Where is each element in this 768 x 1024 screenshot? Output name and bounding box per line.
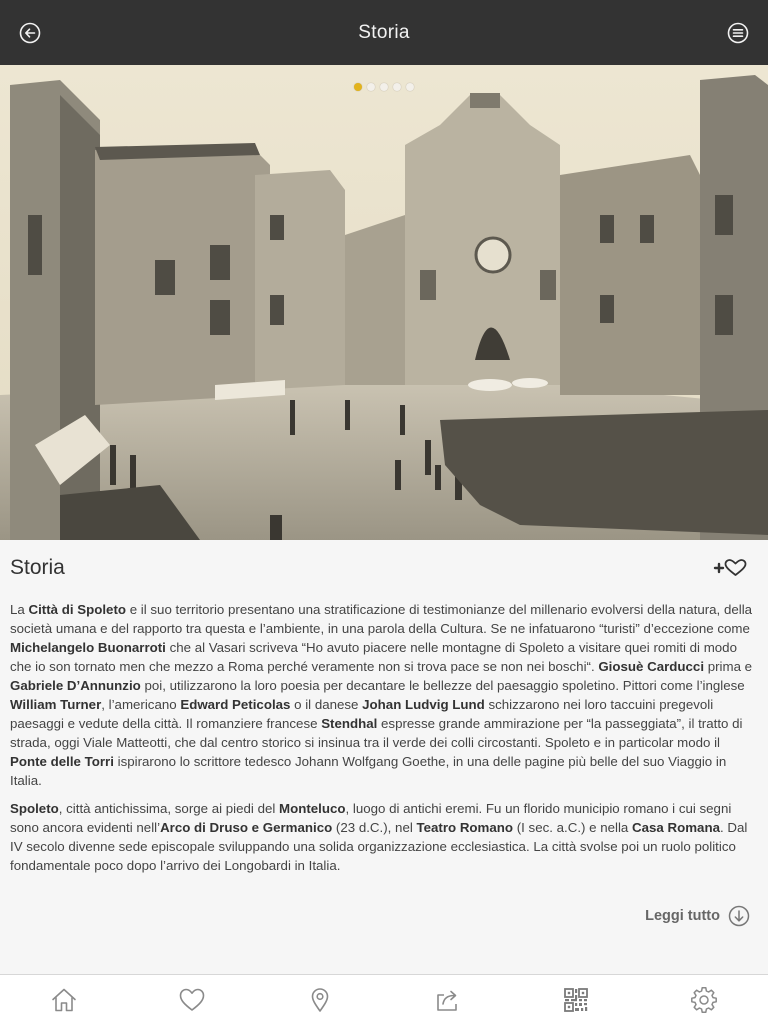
text-run: , luogo di antichi eremi. Fu un florido municipio romano i cui segni sono ancora evidenti nell’ (10, 801, 732, 835)
highlighted-term: Edward Peticolas (180, 697, 291, 712)
menu-icon (727, 22, 749, 44)
text-run: (I sec. a.C.) e nella (513, 820, 633, 835)
highlighted-term: Città di Spoleto (28, 602, 127, 617)
section-title: Storia (10, 556, 65, 579)
menu-button[interactable] (726, 21, 750, 45)
carousel-dot[interactable] (367, 83, 375, 91)
highlighted-term: Gabriele D’Annunzio (10, 678, 141, 693)
article-paragraph (10, 799, 760, 875)
highlighted-term: Johan Ludvig Lund (362, 697, 485, 712)
highlighted-term: Casa Romana (632, 820, 720, 835)
content-area (0, 540, 768, 974)
highlighted-term: Giosuè Carducci (598, 659, 705, 674)
highlighted-term: Ponte delle Torri (10, 754, 114, 769)
highlighted-term: Michelangelo Buonarroti (10, 640, 166, 655)
carousel-dots (0, 83, 768, 91)
carousel-dot[interactable] (406, 83, 414, 91)
text-run: poi, utilizzarono la loro poesia per decantare le bellezze del paesaggio spoletino. Pittori come l’inglese (140, 678, 745, 693)
bottom-tab-bar (0, 974, 768, 1024)
gear-icon (690, 986, 718, 1014)
highlighted-term: William Turner (10, 697, 102, 712)
carousel-dot[interactable] (393, 83, 401, 91)
read-all-label: Leggi tutto (645, 908, 720, 924)
tab-favorites[interactable] (128, 975, 256, 1024)
page-title: Storia (358, 21, 410, 43)
text-run: , città antichissima, sorge ai piedi del (58, 801, 280, 816)
highlighted-term: Arco di Druso e Germanico (160, 820, 333, 835)
heart-icon (178, 986, 206, 1014)
tab-home[interactable] (0, 975, 128, 1024)
text-run: o il danese (290, 697, 363, 712)
carousel-dot[interactable] (380, 83, 388, 91)
back-arrow-icon (19, 22, 41, 44)
tab-qr-scan[interactable] (512, 975, 640, 1024)
app-header (0, 0, 768, 65)
add-favorite-button[interactable] (712, 558, 748, 578)
text-run: La (10, 602, 29, 617)
text-run: prima e (704, 659, 753, 674)
arrow-down-circle-icon (728, 905, 750, 927)
text-run: ispirarono lo scrittore tedesco Johann Wolfgang Goethe, in una delle pagine più belle del suo Viaggio in Italia. (10, 754, 727, 788)
qr-code-icon (562, 986, 590, 1014)
highlighted-term: Monteluco (279, 801, 346, 816)
article-paragraph (10, 600, 760, 790)
text-run: che al Vasari scriveva “Ho avuto piacere nelle montagne di Spoleto a visitare quei romiti di modo che io son tornato men che mezzo a Roma perché veramente non si trova pace se non nei boschi“. (10, 640, 737, 674)
text-run: (23 d.C.), nel (332, 820, 417, 835)
tab-settings[interactable] (640, 975, 768, 1024)
home-icon (50, 986, 78, 1014)
text-run: , l’americano (101, 697, 181, 712)
back-button[interactable] (18, 21, 42, 45)
text-run: . Dal IV secolo divenne sede episcopale sviluppando una solida organizzazione ecclesiastica. La città svolse poi un ruolo politico fondamentale poco dopo l’arrivo dei Longobardi in Italia. (10, 820, 748, 873)
plus-heart-icon (712, 558, 748, 578)
text-run: schizzarono nei loro taccuini pregevoli paesaggi e vedute della città. Il romanziere francese (10, 697, 714, 731)
hero-image (0, 65, 768, 540)
tab-map[interactable] (256, 975, 384, 1024)
highlighted-term: Spoleto (10, 801, 59, 816)
highlighted-term: Teatro Romano (416, 820, 514, 835)
highlighted-term: Stendhal (321, 716, 378, 731)
share-icon (434, 986, 462, 1014)
carousel-dot[interactable] (354, 83, 362, 91)
read-all-button[interactable] (645, 905, 750, 927)
article-text (10, 600, 760, 884)
text-run: espresse grande ammirazione per “la passeggiata”, il tratto di strada, oggi Viale Matteotti, che dal centro storico si insinua tra il verde dei colli circostanti. Spoleto e in particolar modo il (10, 716, 743, 750)
text-run: e il suo territorio presentano una stratificazione di testimonianze del millenario evolversi della natura, della società umana e del rapporto tra questa e l’ambiente, in una parola della Cultura. Se ne infatuarono “turisti” d’eccezione come (10, 602, 753, 636)
tab-share[interactable] (384, 975, 512, 1024)
map-pin-icon (306, 986, 334, 1014)
hero-carousel[interactable] (0, 65, 768, 540)
